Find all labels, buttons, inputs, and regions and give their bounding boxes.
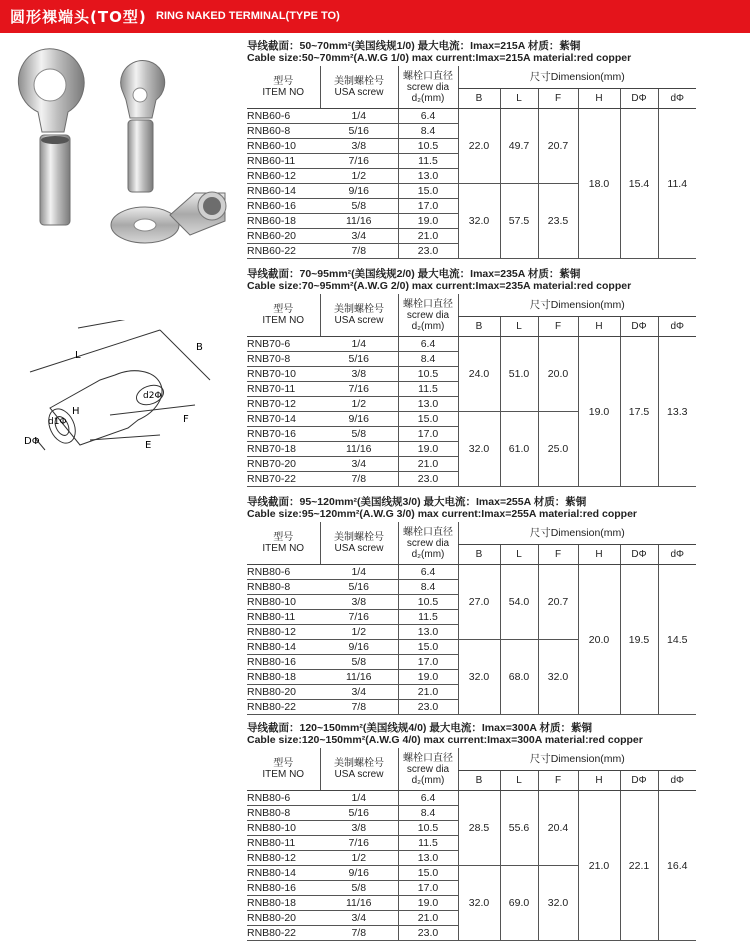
usa-screw: 1/4: [320, 565, 398, 580]
screw-dia: 23.0: [398, 472, 458, 487]
g1-b: 27.0: [458, 565, 500, 640]
dimension-drawing: [10, 320, 245, 470]
screw-dia: 17.0: [398, 199, 458, 214]
g1-l: 54.0: [500, 565, 538, 640]
usa-screw: 1/2: [320, 851, 398, 866]
g2-b: 32.0: [458, 866, 500, 941]
spec-en: Cable size:50~70mm²(A.W.G 1/0) max current:Imax=215A material:red copper: [247, 52, 632, 64]
screw-dia: 11.5: [398, 154, 458, 169]
usa-screw: 5/8: [320, 427, 398, 442]
spec-table: [247, 748, 696, 941]
col-d: dΦ: [658, 89, 696, 109]
screw-dia: 19.0: [398, 214, 458, 229]
g1-f: 20.0: [538, 337, 578, 412]
spec-cn: 导线截面：50~70mm²(美国线规1/0) 最大电流：Imax=215A 材质：紫铜: [247, 40, 581, 52]
col-d: dΦ: [658, 317, 696, 337]
item-no: RNB70-10: [247, 367, 320, 382]
item-no: RNB80-22: [247, 700, 320, 715]
g1-l: 51.0: [500, 337, 538, 412]
screw-dia: 8.4: [398, 352, 458, 367]
usa-screw: 5/16: [320, 124, 398, 139]
label-H: H: [72, 406, 80, 417]
item-no: RNB60-22: [247, 244, 320, 259]
val-h: 19.0: [578, 337, 620, 487]
col-dia: 螺栓口直径 screw dia d₂(mm): [398, 294, 458, 337]
val-D: 19.5: [620, 565, 658, 715]
usa-screw: 9/16: [320, 640, 398, 655]
col-l: L: [500, 771, 538, 791]
item-no: RNB80-14: [247, 866, 320, 881]
col-h: H: [578, 317, 620, 337]
terminal-photo: [0, 40, 245, 260]
item-no: RNB80-10: [247, 821, 320, 836]
label-F: F: [183, 414, 189, 425]
val-d: 16.4: [658, 791, 696, 941]
col-D: DΦ: [620, 545, 658, 565]
spec-cn: 导线截面：70~95mm²(美国线规2/0) 最大电流：Imax=235A 材质：紫铜: [247, 268, 581, 280]
usa-screw: 3/8: [320, 821, 398, 836]
g2-f: 32.0: [538, 640, 578, 715]
g2-b: 32.0: [458, 640, 500, 715]
g1-f: 20.7: [538, 565, 578, 640]
screw-dia: 8.4: [398, 124, 458, 139]
item-no: RNB60-16: [247, 199, 320, 214]
screw-dia: 13.0: [398, 397, 458, 412]
spec-cn: 导线截面：120~150mm²(美国线规4/0) 最大电流：Imax=300A 材质：紫铜: [247, 722, 593, 734]
table-row: [247, 109, 696, 124]
screw-dia: 23.0: [398, 926, 458, 941]
label-D: DΦ: [24, 436, 40, 447]
g1-b: 28.5: [458, 791, 500, 866]
usa-screw: 1/4: [320, 337, 398, 352]
col-D: DΦ: [620, 771, 658, 791]
item-no: RNB70-20: [247, 457, 320, 472]
item-no: RNB80-16: [247, 881, 320, 896]
screw-dia: 6.4: [398, 791, 458, 806]
item-no: RNB70-14: [247, 412, 320, 427]
item-no: RNB80-12: [247, 625, 320, 640]
item-no: RNB80-10: [247, 595, 320, 610]
screw-dia: 19.0: [398, 896, 458, 911]
col-dia: 螺栓口直径 screw dia d₂(mm): [398, 66, 458, 109]
title-en: RING NAKED TERMINAL(TYPE TO): [156, 10, 340, 22]
title-banner: [0, 0, 750, 33]
usa-screw: 1/4: [320, 109, 398, 124]
usa-screw: 3/8: [320, 139, 398, 154]
val-D: 15.4: [620, 109, 658, 259]
item-no: RNB80-18: [247, 896, 320, 911]
g2-f: 23.5: [538, 184, 578, 259]
spec-table: [247, 66, 696, 259]
spec-section: [247, 268, 717, 487]
screw-dia: 6.4: [398, 109, 458, 124]
screw-dia: 21.0: [398, 685, 458, 700]
screw-dia: 11.5: [398, 610, 458, 625]
usa-screw: 7/8: [320, 700, 398, 715]
g2-f: 32.0: [538, 866, 578, 941]
g1-l: 55.6: [500, 791, 538, 866]
item-no: RNB80-14: [247, 640, 320, 655]
spec-cn: 导线截面：95~120mm²(美国线规3/0) 最大电流：Imax=255A 材质：紫铜: [247, 496, 587, 508]
item-no: RNB60-11: [247, 154, 320, 169]
title-cn: 圆形裸端头(TO型): [10, 8, 147, 26]
val-d: 11.4: [658, 109, 696, 259]
g2-l: 69.0: [500, 866, 538, 941]
label-d1: d1Φ: [48, 417, 67, 427]
col-l: L: [500, 545, 538, 565]
screw-dia: 11.5: [398, 382, 458, 397]
screw-dia: 13.0: [398, 625, 458, 640]
usa-screw: 11/16: [320, 442, 398, 457]
col-f: F: [538, 545, 578, 565]
item-no: RNB60-6: [247, 109, 320, 124]
item-no: RNB80-11: [247, 836, 320, 851]
screw-dia: 13.0: [398, 169, 458, 184]
item-no: RNB70-18: [247, 442, 320, 457]
label-d2: d2Φ: [143, 391, 162, 401]
table-row: [247, 337, 696, 352]
item-no: RNB60-12: [247, 169, 320, 184]
col-b: B: [458, 317, 500, 337]
g2-l: 61.0: [500, 412, 538, 487]
item-no: RNB60-18: [247, 214, 320, 229]
table-row: [247, 565, 696, 580]
usa-screw: 5/16: [320, 352, 398, 367]
col-f: F: [538, 89, 578, 109]
table-row: [247, 791, 696, 806]
col-b: B: [458, 771, 500, 791]
item-no: RNB80-6: [247, 565, 320, 580]
val-d: 14.5: [658, 565, 696, 715]
col-screw: 美制螺栓号 USA screw: [320, 748, 398, 791]
col-l: L: [500, 89, 538, 109]
item-no: RNB60-10: [247, 139, 320, 154]
col-screw: 美制螺栓号 USA screw: [320, 294, 398, 337]
screw-dia: 15.0: [398, 640, 458, 655]
screw-dia: 23.0: [398, 700, 458, 715]
col-screw: 美制螺栓号 USA screw: [320, 522, 398, 565]
col-D: DΦ: [620, 317, 658, 337]
usa-screw: 9/16: [320, 866, 398, 881]
item-no: RNB70-6: [247, 337, 320, 352]
screw-dia: 21.0: [398, 911, 458, 926]
col-h: H: [578, 771, 620, 791]
item-no: RNB80-6: [247, 791, 320, 806]
g2-l: 57.5: [500, 184, 538, 259]
item-no: RNB60-8: [247, 124, 320, 139]
screw-dia: 13.0: [398, 851, 458, 866]
item-no: RNB70-11: [247, 382, 320, 397]
item-no: RNB70-8: [247, 352, 320, 367]
usa-screw: 1/2: [320, 397, 398, 412]
col-f: F: [538, 771, 578, 791]
usa-screw: 5/16: [320, 806, 398, 821]
screw-dia: 15.0: [398, 866, 458, 881]
item-no: RNB60-14: [247, 184, 320, 199]
g2-f: 25.0: [538, 412, 578, 487]
screw-dia: 10.5: [398, 595, 458, 610]
usa-screw: 11/16: [320, 670, 398, 685]
item-no: RNB80-12: [247, 851, 320, 866]
screw-dia: 17.0: [398, 427, 458, 442]
screw-dia: 15.0: [398, 184, 458, 199]
usa-screw: 7/16: [320, 610, 398, 625]
g1-l: 49.7: [500, 109, 538, 184]
usa-screw: 3/8: [320, 595, 398, 610]
col-b: B: [458, 89, 500, 109]
spec-table: [247, 294, 696, 487]
screw-dia: 21.0: [398, 229, 458, 244]
item-no: RNB80-11: [247, 610, 320, 625]
g1-b: 22.0: [458, 109, 500, 184]
item-no: RNB80-18: [247, 670, 320, 685]
spec-section: [247, 40, 717, 259]
screw-dia: 17.0: [398, 881, 458, 896]
item-no: RNB80-20: [247, 685, 320, 700]
screw-dia: 6.4: [398, 337, 458, 352]
item-no: RNB80-8: [247, 806, 320, 821]
label-E: E: [145, 440, 152, 451]
screw-dia: 8.4: [398, 806, 458, 821]
usa-screw: 7/16: [320, 382, 398, 397]
usa-screw: 11/16: [320, 214, 398, 229]
col-f: F: [538, 317, 578, 337]
col-l: L: [500, 317, 538, 337]
col-dimension: 尺寸Dimension(mm): [458, 522, 696, 545]
item-no: RNB80-20: [247, 911, 320, 926]
item-no: RNB70-12: [247, 397, 320, 412]
item-no: RNB60-20: [247, 229, 320, 244]
usa-screw: 7/8: [320, 244, 398, 259]
screw-dia: 15.0: [398, 412, 458, 427]
label-B: B: [196, 342, 203, 353]
screw-dia: 19.0: [398, 442, 458, 457]
col-dia: 螺栓口直径 screw dia d₂(mm): [398, 748, 458, 791]
col-dimension: 尺寸Dimension(mm): [458, 66, 696, 89]
label-L: L: [75, 350, 81, 361]
usa-screw: 1/2: [320, 169, 398, 184]
screw-dia: 6.4: [398, 565, 458, 580]
usa-screw: 3/8: [320, 367, 398, 382]
col-model: 型号 ITEM NO: [247, 522, 320, 565]
usa-screw: 5/16: [320, 580, 398, 595]
screw-dia: 11.5: [398, 836, 458, 851]
val-h: 20.0: [578, 565, 620, 715]
col-dia: 螺栓口直径 screw dia d₂(mm): [398, 522, 458, 565]
item-no: RNB80-16: [247, 655, 320, 670]
usa-screw: 5/8: [320, 655, 398, 670]
spec-en: Cable size:70~95mm²(A.W.G 2/0) max current:Imax=235A material:red copper: [247, 280, 632, 292]
g2-b: 32.0: [458, 412, 500, 487]
val-D: 22.1: [620, 791, 658, 941]
col-model: 型号 ITEM NO: [247, 66, 320, 109]
col-dimension: 尺寸Dimension(mm): [458, 748, 696, 771]
spec-table: [247, 522, 696, 715]
usa-screw: 5/8: [320, 881, 398, 896]
g2-l: 68.0: [500, 640, 538, 715]
spec-en: Cable size:120~150mm²(A.W.G 4/0) max current:Imax=300A material:red copper: [247, 734, 643, 746]
screw-dia: 19.0: [398, 670, 458, 685]
col-dimension: 尺寸Dimension(mm): [458, 294, 696, 317]
spec-section: [247, 496, 717, 715]
screw-dia: 10.5: [398, 139, 458, 154]
col-b: B: [458, 545, 500, 565]
screw-dia: 8.4: [398, 580, 458, 595]
col-h: H: [578, 89, 620, 109]
col-model: 型号 ITEM NO: [247, 294, 320, 337]
val-h: 21.0: [578, 791, 620, 941]
col-d: dΦ: [658, 771, 696, 791]
usa-screw: 3/4: [320, 229, 398, 244]
usa-screw: 7/8: [320, 926, 398, 941]
usa-screw: 3/4: [320, 457, 398, 472]
item-no: RNB80-22: [247, 926, 320, 941]
screw-dia: 10.5: [398, 367, 458, 382]
col-D: DΦ: [620, 89, 658, 109]
usa-screw: 9/16: [320, 184, 398, 199]
g2-b: 32.0: [458, 184, 500, 259]
val-h: 18.0: [578, 109, 620, 259]
screw-dia: 10.5: [398, 821, 458, 836]
usa-screw: 3/4: [320, 911, 398, 926]
item-no: RNB70-16: [247, 427, 320, 442]
usa-screw: 1/2: [320, 625, 398, 640]
usa-screw: 7/16: [320, 836, 398, 851]
spec-en: Cable size:95~120mm²(A.W.G 3/0) max current:Imax=255A material:red copper: [247, 508, 638, 520]
usa-screw: 5/8: [320, 199, 398, 214]
usa-screw: 7/8: [320, 472, 398, 487]
usa-screw: 1/4: [320, 791, 398, 806]
col-model: 型号 ITEM NO: [247, 748, 320, 791]
g1-b: 24.0: [458, 337, 500, 412]
val-D: 17.5: [620, 337, 658, 487]
item-no: RNB80-8: [247, 580, 320, 595]
screw-dia: 17.0: [398, 655, 458, 670]
val-d: 13.3: [658, 337, 696, 487]
usa-screw: 3/4: [320, 685, 398, 700]
spec-section: [247, 722, 717, 941]
col-screw: 美制螺栓号 USA screw: [320, 66, 398, 109]
usa-screw: 11/16: [320, 896, 398, 911]
item-no: RNB70-22: [247, 472, 320, 487]
screw-dia: 23.0: [398, 244, 458, 259]
col-d: dΦ: [658, 545, 696, 565]
usa-screw: 7/16: [320, 154, 398, 169]
usa-screw: 9/16: [320, 412, 398, 427]
g1-f: 20.7: [538, 109, 578, 184]
col-h: H: [578, 545, 620, 565]
screw-dia: 21.0: [398, 457, 458, 472]
g1-f: 20.4: [538, 791, 578, 866]
